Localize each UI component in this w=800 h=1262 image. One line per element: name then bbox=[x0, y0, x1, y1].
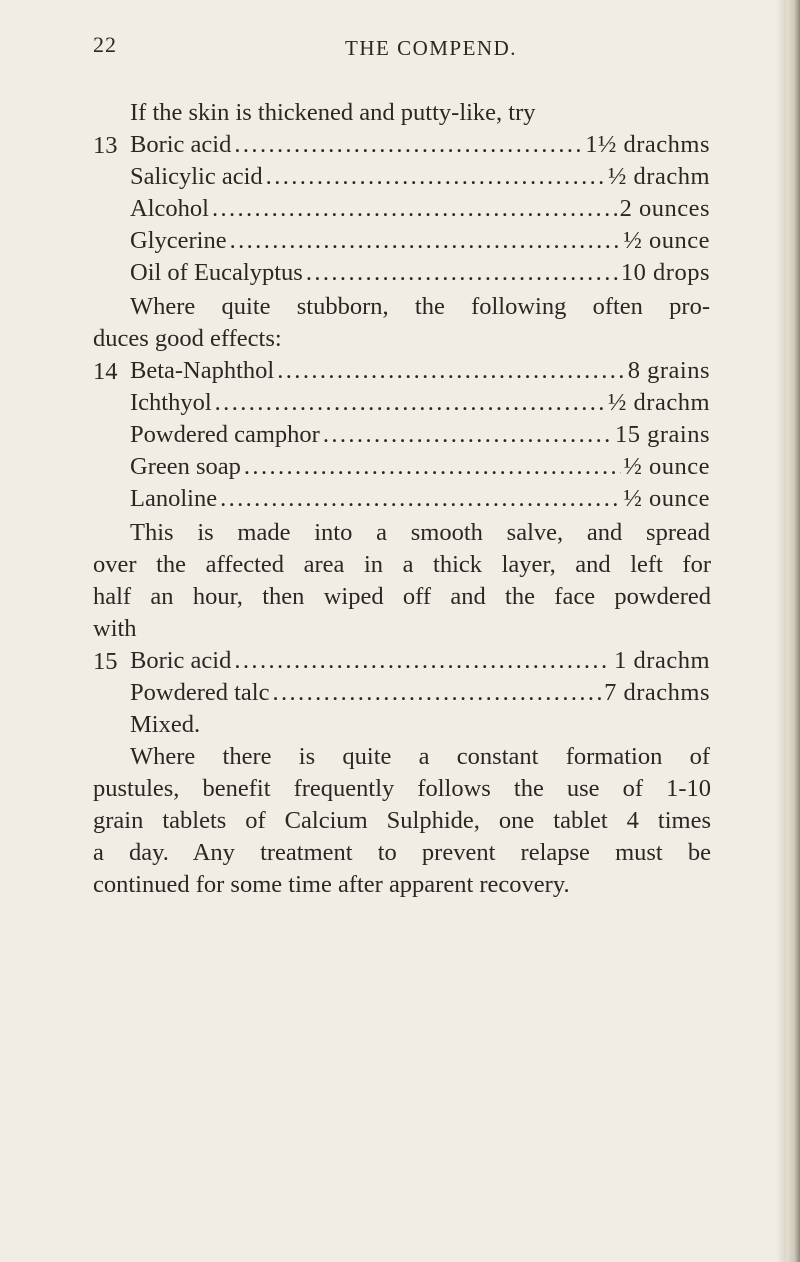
paragraph-line: Where quite stubborn, the following often pro- bbox=[130, 293, 710, 320]
formula-item bbox=[130, 388, 710, 418]
dot-leader bbox=[220, 484, 620, 514]
ingredient-quantity: 10 drops bbox=[620, 259, 710, 286]
formula-item bbox=[130, 258, 710, 288]
formula-number: 14 bbox=[93, 358, 118, 385]
paragraph-line: a day. Any treatment to prevent relapse must be bbox=[93, 839, 711, 866]
ingredient-quantity: ½ ounce bbox=[623, 453, 710, 480]
dot-leader bbox=[277, 356, 625, 386]
dot-leader bbox=[215, 388, 605, 418]
ingredient-name: Alcohol bbox=[130, 195, 209, 222]
ingredient-quantity: ½ ounce bbox=[623, 485, 710, 512]
paragraph-line: duces good effects: bbox=[93, 325, 282, 352]
ingredient-quantity: ½ ounce bbox=[623, 227, 710, 254]
ingredient-name: Glycerine bbox=[130, 227, 227, 254]
formula-item bbox=[130, 452, 710, 482]
formula-number: 15 bbox=[93, 648, 118, 675]
paragraph-line: over the affected area in a thick layer, and left for bbox=[93, 551, 711, 578]
ingredient-quantity: 8 grains bbox=[627, 357, 710, 384]
dot-leader bbox=[306, 258, 618, 288]
ingredient-quantity: ½ drachm bbox=[608, 389, 710, 416]
ingredient-name: Green soap bbox=[130, 453, 241, 480]
mixed-note: Mixed. bbox=[130, 711, 201, 738]
paragraph-line: pustules, benefit frequently follows the use of 1-10 bbox=[93, 775, 711, 802]
dot-leader bbox=[244, 452, 621, 482]
ingredient-quantity: ½ drachm bbox=[608, 163, 710, 190]
ingredient-name: Beta-Naphthol bbox=[130, 357, 275, 384]
ingredient-quantity: 1½ drachms bbox=[585, 131, 710, 158]
ingredient-name: Lanoline bbox=[130, 485, 218, 512]
paragraph-line: continued for some time after apparent recovery. bbox=[93, 871, 570, 898]
paragraph-line: grain tablets of Calcium Sulphide, one tablet 4 times bbox=[93, 807, 711, 834]
ingredient-name: Oil of Eucalyptus bbox=[130, 259, 303, 286]
page-edge-shadow bbox=[786, 0, 800, 1262]
ingredient-quantity: 1 drachm bbox=[614, 647, 710, 674]
paragraph-line: half an hour, then wiped off and the face powdered bbox=[93, 583, 711, 610]
formula-item bbox=[130, 420, 710, 450]
ingredient-quantity: 7 drachms bbox=[604, 679, 710, 706]
dot-leader bbox=[272, 678, 601, 708]
dot-leader bbox=[266, 162, 605, 192]
formula-number: 13 bbox=[93, 132, 118, 159]
ingredient-name: Ichthyol bbox=[130, 389, 212, 416]
dot-leader bbox=[323, 420, 612, 450]
ingredient-quantity: 15 grains bbox=[615, 421, 710, 448]
running-head: THE COMPEND. bbox=[345, 36, 518, 60]
paragraph-line: Where there is quite a constant formation of bbox=[130, 743, 710, 770]
intro-line: If the skin is thickened and putty-like, try bbox=[130, 99, 536, 126]
ingredient-name: Powdered talc bbox=[130, 679, 270, 706]
formula-item bbox=[130, 162, 710, 192]
ingredient-name: Boric acid bbox=[130, 647, 232, 674]
dot-leader bbox=[234, 130, 582, 160]
formula-item bbox=[130, 194, 710, 224]
dot-leader bbox=[230, 226, 621, 256]
formula-item bbox=[130, 646, 710, 676]
ingredient-name: Salicylic acid bbox=[130, 163, 263, 190]
formula-item bbox=[130, 678, 710, 708]
paragraph-line: This is made into a smooth salve, and spread bbox=[130, 519, 710, 546]
ingredient-quantity: 2 ounces bbox=[619, 195, 710, 222]
formula-item bbox=[130, 130, 710, 160]
dot-leader bbox=[212, 194, 617, 224]
formula-item bbox=[130, 356, 710, 386]
page-number: 22 bbox=[93, 32, 117, 57]
formula-item bbox=[130, 484, 710, 514]
page-header bbox=[93, 32, 743, 72]
dot-leader bbox=[234, 646, 611, 676]
paragraph-line: with bbox=[93, 615, 137, 642]
formula-item bbox=[130, 226, 710, 256]
ingredient-name: Powdered camphor bbox=[130, 421, 320, 448]
ingredient-name: Boric acid bbox=[130, 131, 232, 158]
